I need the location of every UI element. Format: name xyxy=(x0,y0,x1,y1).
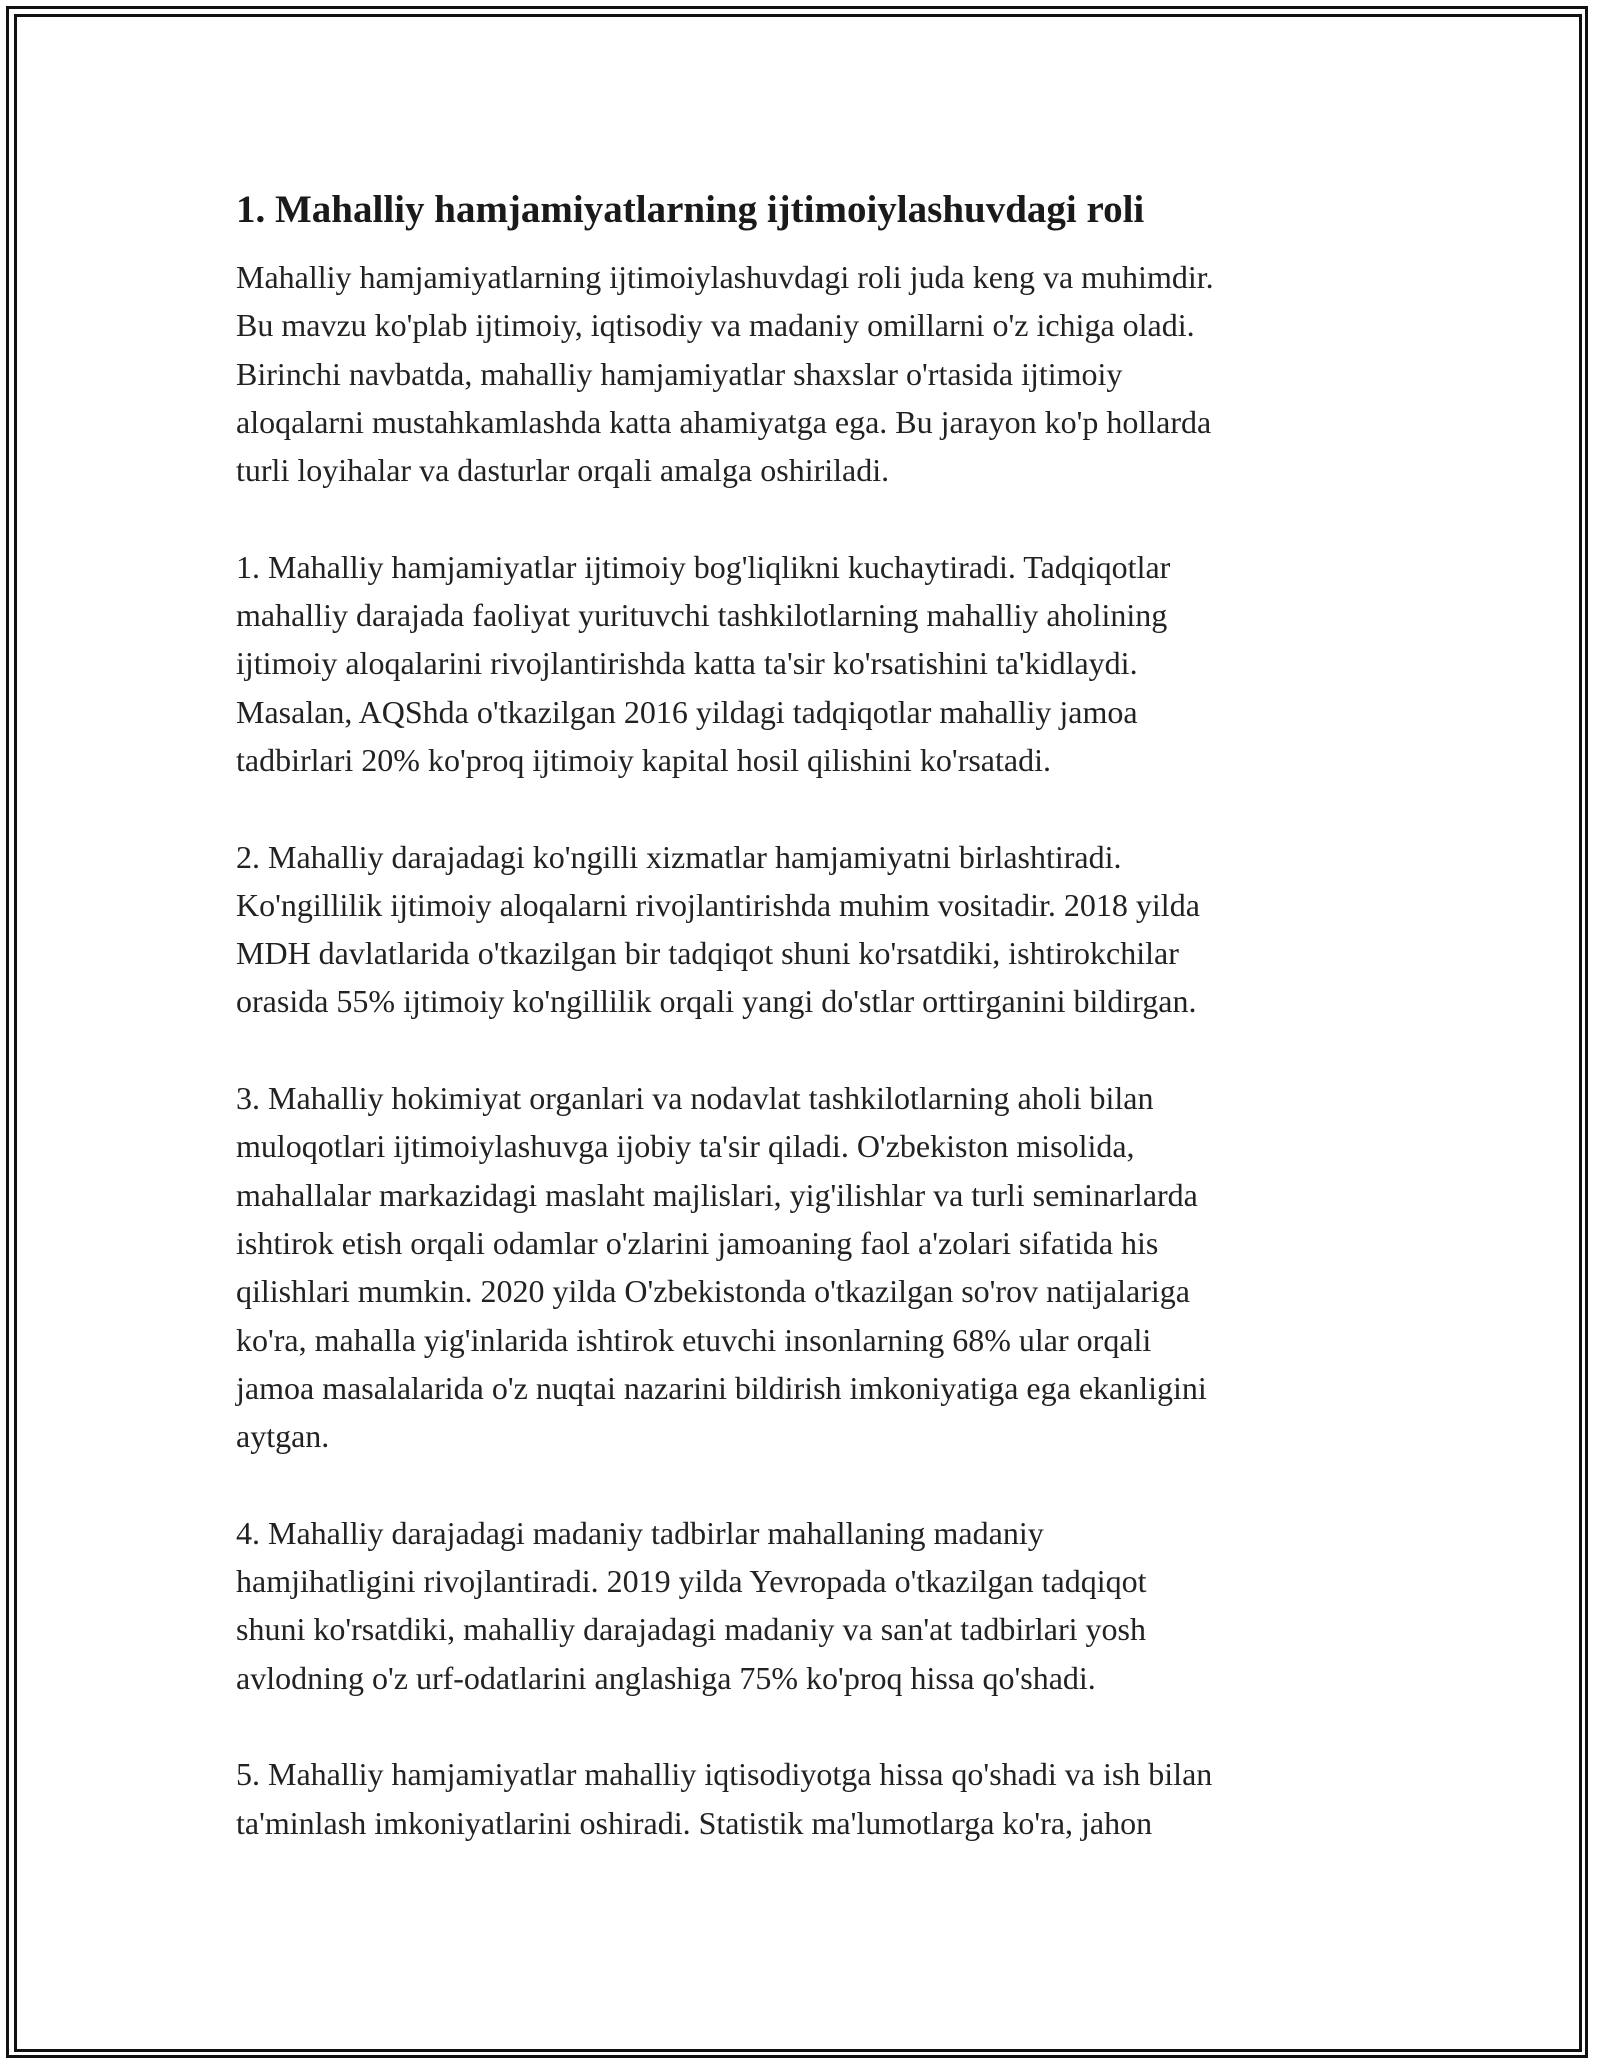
text-line: ta'minlash imkoniyatlarini oshiradi. Statistik ma'lumotlarga ko'ra, jahon xyxy=(236,1804,1153,1841)
text-line: mahalliy darajada faoliyat yurituvchi tashkilotlarning mahalliy aholining xyxy=(236,597,1168,634)
text-line: avlodning o'z urf-odatlarini anglashiga 75% ko'proq hissa qo'shadi. xyxy=(236,1659,1096,1696)
document-body xyxy=(236,185,1386,1895)
paragraph-point-1 xyxy=(236,543,1386,784)
paragraph-intro xyxy=(236,253,1386,494)
text-line: ijtimoiy aloqalarini rivojlantirishda katta ta'sir ko'rsatishini ta'kidlaydi. xyxy=(236,645,1138,682)
text-line: ishtirok etish orqali odamlar o'zlarini jamoaning faol a'zolari sifatida his xyxy=(236,1224,1159,1261)
text-line: qilishlari mumkin. 2020 yilda O'zbekistonda o'tkazilgan so'rov natijalariga xyxy=(236,1273,1190,1310)
text-line: Masalan, AQShda o'tkazilgan 2016 yildagi tadqiqotlar mahalliy jamoa xyxy=(236,693,1138,730)
text-line: MDH davlatlarida o'tkazilgan bir tadqiqot shuni ko'rsatdiki, ishtirokchilar xyxy=(236,935,1179,972)
text-line: muloqotlari ijtimoiylashuvga ijobiy ta'sir qiladi. O'zbekiston misolida, xyxy=(236,1128,1135,1165)
text-line: Ko'ngillilik ijtimoiy aloqalarni rivojlantirishda muhim vositadir. 2018 yilda xyxy=(236,886,1200,923)
text-line: 1. Mahalliy hamjamiyatlar ijtimoiy bog'liqlikni kuchaytiradi. Tadqiqotlar xyxy=(236,548,1171,585)
text-line: mahallalar markazidagi maslaht majlislari, yig'ilishlar va turli seminarlarda xyxy=(236,1176,1198,1213)
text-line: aloqalarni mustahkamlashda katta ahamiyatga ega. Bu jarayon ko'p hollarda xyxy=(236,403,1212,440)
paragraph-point-5 xyxy=(236,1750,1386,1847)
text-line: tadbirlari 20% ko'proq ijtimoiy kapital hosil qilishini ko'rsatadi. xyxy=(236,741,1051,778)
paragraph-point-3 xyxy=(236,1074,1386,1460)
text-line: 3. Mahalliy hokimiyat organlari va nodavlat tashkilotlarning aholi bilan xyxy=(236,1080,1154,1117)
text-line: Mahalliy hamjamiyatlarning ijtimoiylashuvdagi roli juda keng va muhimdir. xyxy=(236,259,1214,295)
text-line: aytgan. xyxy=(236,1418,330,1455)
text-line: jamoa masalalarida o'z nuqtai nazarini bildirish imkoniyatiga ega ekanligini xyxy=(236,1369,1207,1406)
text-line: 2. Mahalliy darajadagi ko'ngilli xizmatlar hamjamiyatni birlashtiradi. xyxy=(236,838,1122,875)
text-line: hamjihatligini rivojlantiradi. 2019 yilda Yevropada o'tkazilgan tadqiqot xyxy=(236,1563,1147,1600)
text-line: shuni ko'rsatdiki, mahalliy darajadagi madaniy va san'at tadbirlari yosh xyxy=(236,1611,1146,1648)
section-heading: 1. Mahalliy hamjamiyatlarning ijtimoiylashuvdagi roli xyxy=(236,188,1145,231)
text-line: ko'ra, mahalla yig'inlarida ishtirok etuvchi insonlarning 68% ular orqali xyxy=(236,1321,1152,1358)
text-line: orasida 55% ijtimoiy ko'ngillilik orqali yangi do'stlar orttirganini bildirgan. xyxy=(236,983,1197,1020)
text-line: Bu mavzu ko'plab ijtimoiy, iqtisodiy va madaniy omillarni o'z ichiga oladi. xyxy=(236,307,1195,344)
text-line: Birinchi navbatda, mahalliy hamjamiyatlar shaxslar o'rtasida ijtimoiy xyxy=(236,355,1123,392)
paragraph-point-4 xyxy=(236,1509,1386,1702)
text-line: 4. Mahalliy darajadagi madaniy tadbirlar mahallaning madaniy xyxy=(236,1514,1044,1551)
text-line: 5. Mahalliy hamjamiyatlar mahalliy iqtisodiyotga hissa qo'shadi va ish bilan xyxy=(236,1756,1213,1793)
text-line: turli loyihalar va dasturlar orqali amalga oshiriladi. xyxy=(236,452,890,489)
paragraph-point-2 xyxy=(236,833,1386,1026)
